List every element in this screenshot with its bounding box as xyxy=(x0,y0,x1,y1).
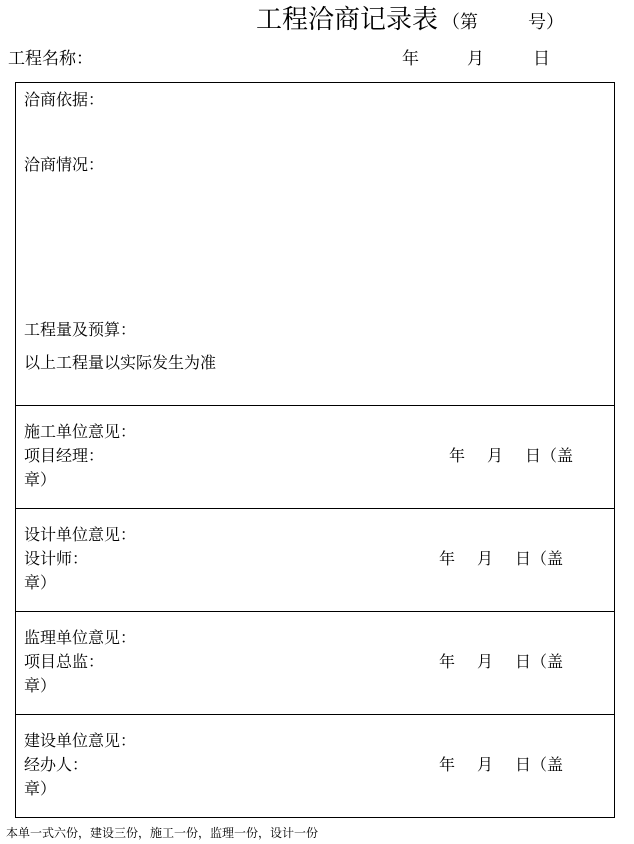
owner-unit-label: 建设单位意见： xyxy=(24,731,137,750)
designer-label: 设计师： xyxy=(24,549,89,568)
supervision-month: 月 xyxy=(477,652,494,671)
project-name-label: 工程名称： xyxy=(8,49,93,69)
construction-month: 月 xyxy=(487,446,504,465)
design-unit-label: 设计单位意见： xyxy=(24,525,137,544)
consultation-situation-label: 洽商情况： xyxy=(24,155,105,174)
supervision-date-stamp xyxy=(439,650,563,674)
distribution-note: 本单一式六份，建设三份，施工一份，监理一份，设计一份 xyxy=(6,826,319,840)
owner-year: 年 xyxy=(439,755,456,774)
design-year: 年 xyxy=(439,549,456,568)
quantity-budget-text: 以上工程量以实际发生为准 xyxy=(24,353,217,372)
form-number-suffix: 号） xyxy=(528,12,565,33)
design-seal-end: 章） xyxy=(24,573,57,592)
construction-unit-opinion xyxy=(15,405,615,509)
owner-unit-opinion xyxy=(15,714,615,818)
form-title xyxy=(256,4,564,39)
project-manager-label: 项目经理： xyxy=(24,446,105,465)
supervision-seal-end: 章） xyxy=(24,676,57,695)
owner-date-stamp xyxy=(439,753,563,777)
design-month: 月 xyxy=(477,549,494,568)
construction-seal-end: 章） xyxy=(24,470,57,489)
design-day-seal: 日（盖 xyxy=(515,549,564,568)
owner-month: 月 xyxy=(477,755,494,774)
consultation-section xyxy=(15,82,615,406)
design-unit-opinion xyxy=(15,508,615,612)
header-day-label: 日 xyxy=(533,49,550,69)
construction-year: 年 xyxy=(449,446,466,465)
form-number-prefix: （第 xyxy=(442,12,479,33)
supervision-unit-label: 监理单位意见： xyxy=(24,628,137,647)
quantity-budget-label: 工程量及预算： xyxy=(24,320,137,339)
owner-seal-end: 章） xyxy=(24,779,57,798)
construction-day-seal: 日（盖 xyxy=(525,446,574,465)
construction-unit-label: 施工单位意见： xyxy=(24,422,137,441)
chief-supervisor-label: 项目总监： xyxy=(24,652,105,671)
header-year-label: 年 xyxy=(402,49,419,69)
supervision-year: 年 xyxy=(439,652,456,671)
consultation-basis-label: 洽商依据： xyxy=(24,90,105,109)
supervision-unit-opinion xyxy=(15,611,615,715)
header-month-label: 月 xyxy=(467,49,484,69)
supervision-day-seal: 日（盖 xyxy=(515,652,564,671)
design-date-stamp xyxy=(439,547,563,571)
construction-date-stamp xyxy=(449,444,573,468)
owner-day-seal: 日（盖 xyxy=(515,755,564,774)
handler-label: 经办人： xyxy=(24,755,89,774)
form-title-text: 工程洽商记录表 xyxy=(256,5,439,35)
